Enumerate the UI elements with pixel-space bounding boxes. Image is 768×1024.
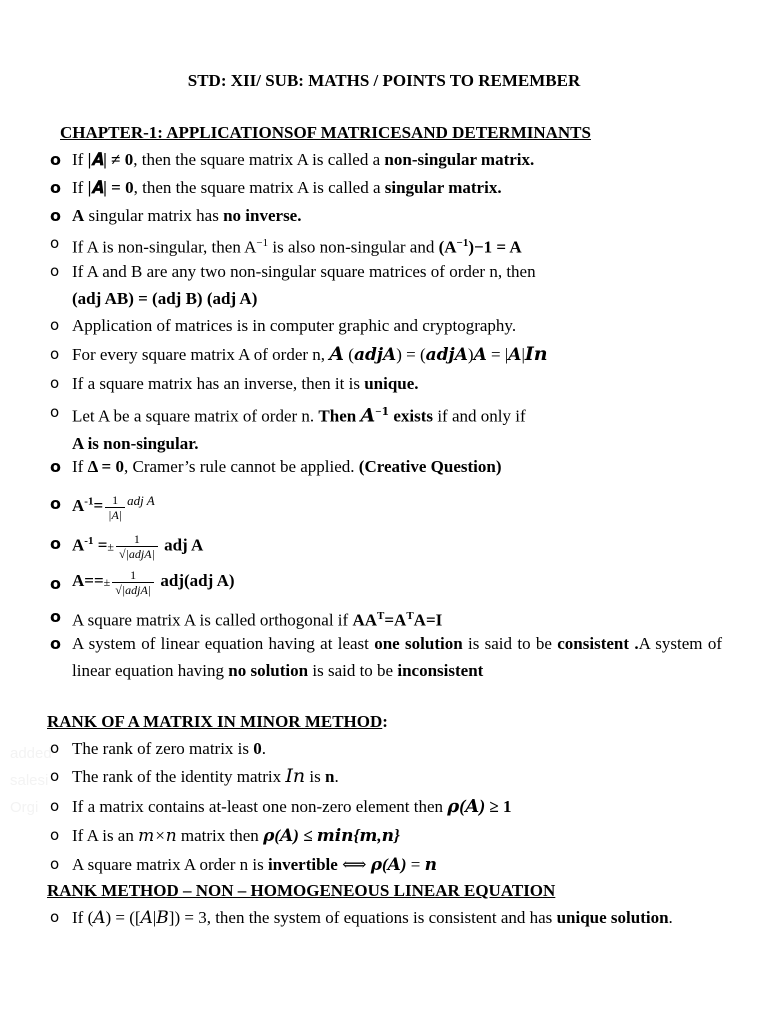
list-item: o $A^{-1}=$ $\frac{1}{|A|}$ $^{adj A}$ — [72, 484, 722, 523]
bullet-icon: o — [50, 206, 61, 225]
bullet-icon: o — [50, 826, 60, 844]
list-item: o If (𝐴) = ([𝐴|𝐵]) = 3, then the system of equations is consistent and has unique solution. — [72, 904, 722, 931]
bullet-icon: o — [50, 767, 60, 785]
list-item: o A system of linear equation having at least one solution is said to be consistent .A system of linear equation having no solution is said to be inconsistent — [72, 630, 722, 684]
fraction: $\frac{1}{\text{√|adjA|}}$ — [116, 532, 158, 561]
bullet-icon: o — [50, 494, 61, 513]
bullet-icon: o — [50, 178, 61, 197]
bullet-icon: o — [50, 345, 60, 363]
rank-heading: RANK OF A MATRIX IN MINOR METHOD: — [47, 712, 388, 731]
list-item: o A singular matrix has no inverse. — [72, 202, 722, 229]
list-item: o If a square matrix has an inverse, then it is unique. — [72, 370, 722, 397]
list-item: o Let A be a square matrix of order n. Then 𝑨$^{-𝟏}$ exists if and only if A is non-singular. — [72, 399, 722, 457]
list-item: o If A is an 𝑚×𝑛 matrix then 𝝆(𝑨) ≤ 𝒎𝒊𝒏{𝒎,𝒏} — [72, 822, 722, 849]
page-title: STD: XII/ SUB: MATHS / POINTS TO REMEMBER — [187, 71, 581, 90]
bullet-icon: o — [50, 457, 61, 476]
bullet-icon: o — [50, 534, 61, 553]
list-item: o The rank of the identity matrix 𝐼𝑛 is n. — [72, 763, 722, 790]
list-item: o The rank of zero matrix is 0. — [72, 735, 722, 762]
list-item: o Application of matrices is in computer graphic and cryptography. — [72, 312, 722, 339]
chapter1-heading: CHAPTER-1: APPLICATIONSOF MATRICESAND DETERMINANTS — [60, 123, 591, 142]
bullet-icon: o — [50, 855, 60, 873]
bullet-icon: o — [50, 150, 61, 169]
bullet-icon: o — [50, 374, 60, 392]
list-item: o $A^{-1}$ =± $\frac{1}{\text{√|adjA|}}$ adj A — [72, 524, 722, 564]
bullet-icon: o — [50, 634, 61, 653]
list-item: o If |𝑨| = 0, then the square matrix A is called a singular matrix. — [72, 174, 722, 201]
list-item: o If A and B are any two non-singular square matrices of order n, then (adj AB) = (adj B) (adj A) — [72, 258, 722, 312]
list-item: o A square matrix A order n is invertible ⟺ 𝝆(𝑨) = 𝒏 — [72, 851, 722, 878]
rank-method-heading: RANK METHOD – NON – HOMOGENEOUS LINEAR EQUATION — [47, 881, 556, 900]
fraction: $\frac{1}{|A|}$ — [105, 493, 125, 522]
bullet-icon: o — [50, 797, 60, 815]
watermark: added salesi Orgi — [10, 745, 52, 816]
fraction: $\frac{1}{\text{√|adjA|}}$ — [112, 568, 154, 597]
bullet-icon: o — [50, 316, 60, 334]
bullet-icon: o — [50, 262, 60, 280]
list-item: o For every square matrix A of order n, 𝑨 (𝒂𝒅𝒋𝑨) = (𝒂𝒅𝒋𝑨)𝑨 = |𝑨|𝑰𝒏 — [72, 341, 722, 368]
list-item: o If Δ = 0, Cramer’s rule cannot be applied. (Creative Question) — [72, 453, 722, 480]
bullet-icon: o — [50, 739, 60, 757]
list-item: o A==± $\frac{1}{\text{√|adjA|}}$ adj(adj A) — [72, 564, 722, 599]
bullet-icon: o — [50, 403, 60, 421]
bullet-icon: o — [50, 234, 60, 252]
list-item: o If a matrix contains at-least one non-zero element then 𝝆(𝑨) ≥ 1 — [72, 793, 722, 820]
bullet-icon: o — [50, 607, 61, 626]
bullet-icon: o — [50, 908, 60, 926]
list-item: o A square matrix A is called orthogonal if $AA^T=A^TA=I$ — [72, 603, 722, 634]
list-item: o If |𝑨| ≠ 0, then the square matrix A is called a non-singular matrix. — [72, 146, 722, 173]
list-item: o If A is non-singular, then $A^{-1}$ is also non-singular and $(A^{-1})-1 = A$ — [72, 230, 722, 261]
bullet-icon: o — [50, 574, 61, 593]
